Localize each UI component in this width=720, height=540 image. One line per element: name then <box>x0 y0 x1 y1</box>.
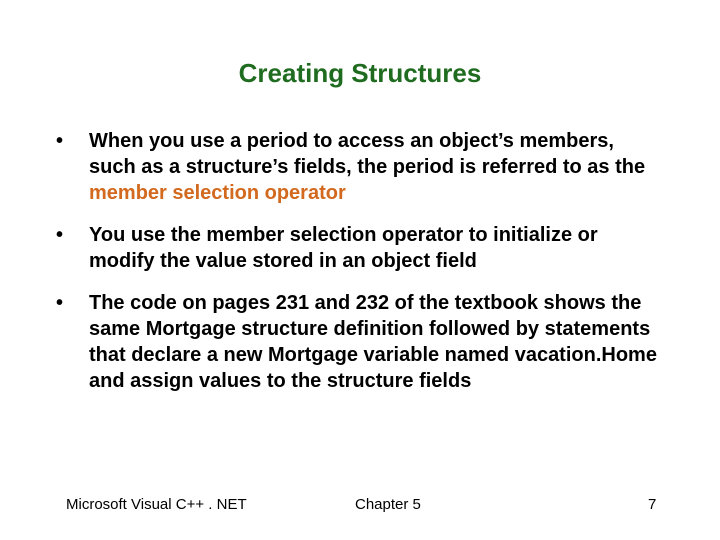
bullet-text: You use the member selection operator to initialize or modify the value stored in an object field <box>89 224 598 272</box>
bullet-icon: • <box>56 292 64 314</box>
slide-title: Creating Structures <box>238 58 482 88</box>
bullet-list <box>56 128 666 410</box>
page-number: 7 <box>648 496 657 513</box>
footer-chapter: Chapter 5 <box>355 496 421 513</box>
bullet-icon: • <box>56 130 64 152</box>
footer-course-title: Microsoft Visual C++ . NET <box>66 496 247 513</box>
bullet-text: The code on pages 231 and 232 of the textbook shows the same Mortgage structure definition followed by statements that declare a new Mortgage variable named vacation.Home and assign values to the structure fields <box>89 292 657 392</box>
bullet-text: When you use a period to access an object’s members, such as a structure’s fields, the period is referred to as the <box>89 130 646 178</box>
bullet-item <box>56 128 666 206</box>
bullet-item <box>56 290 666 394</box>
bullet-icon: • <box>56 224 64 246</box>
bullet-item <box>56 222 666 274</box>
highlighted-term: member selection operator <box>89 182 346 204</box>
